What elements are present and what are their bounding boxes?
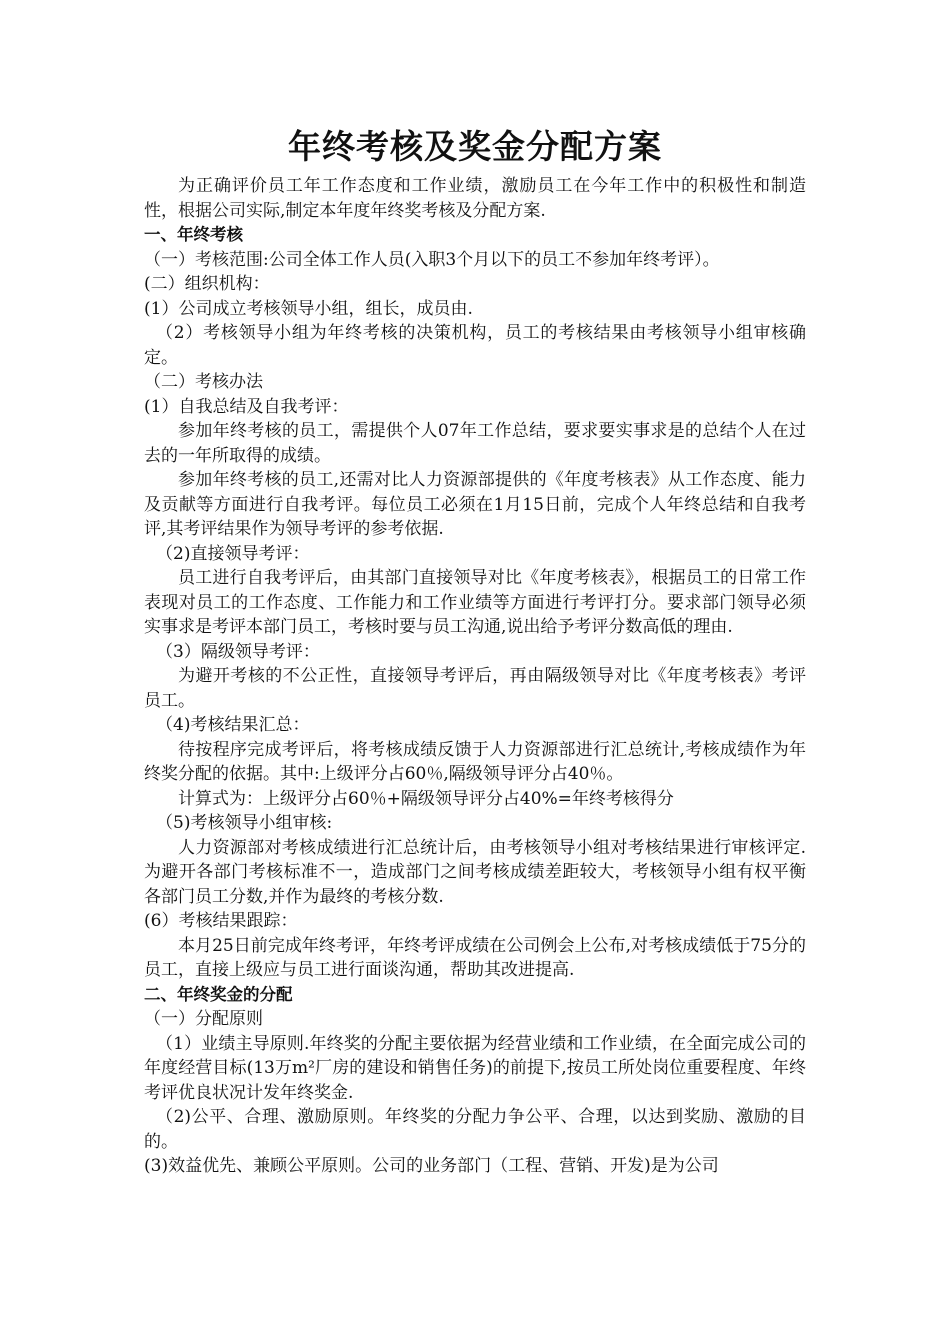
paragraph: （2）考核领导小组为年终考核的决策机构，员工的考核结果由考核领导小组审核确定。 [144, 323, 806, 368]
document-page [144, 122, 806, 1179]
document-title: 年终考核及奖金分配方案 [288, 127, 662, 166]
paragraph: （一）分配原则 [144, 1009, 263, 1029]
paragraph: （3）隔级领导考评： [156, 641, 320, 662]
paragraph: 为避开考核的不公正性，直接领导考评后，再由隔级领导对比《年度考核表》考评员工。 [144, 666, 806, 711]
paragraph: 为正确评价员工年工作态度和工作业绩，激励员工在今年工作中的积极性和制造性，根据公司实际,制定本年度年终奖考核及分配方案. [144, 176, 806, 221]
paragraph: 员工进行自我考评后，由其部门直接领导对比《年度考核表》，根据员工的日常工作表现对员工的工作态度、工作能力和工作业绩等方面进行考评打分。要求部门领导必须实事求是考评本部门员工，考核时要与员工沟通,说出给予考评分数高低的理由. [144, 568, 806, 637]
paragraph: （2)公平、合理、激励原则。年终奖的分配力争公平、合理，以达到奖励、激励的目的。 [144, 1107, 806, 1152]
document-body [144, 174, 806, 1179]
paragraph: （2)直接领导考评： [156, 543, 310, 564]
paragraph: （4)考核结果汇总： [156, 715, 310, 735]
paragraph: （5)考核领导小组审核: [156, 813, 333, 833]
paragraph: （二）考核办法 [144, 372, 263, 392]
paragraph: (6）考核结果跟踪： [144, 911, 298, 931]
paragraph: 参加年终考核的员工,还需对比人力资源部提供的《年度考核表》从工作态度、能力及贡献等方面进行自我考评。每位员工必须在1月15日前，完成个人年终总结和自我考评,其考评结果作为领导考评的参考依据. [144, 470, 806, 539]
paragraph: （一）考核范围:公司全体工作人员(入职3个月以下的员工不参加年终考评）。 [144, 249, 720, 270]
paragraph: 计算式为：上级评分占60％+隔级领导评分占40%=年终考核得分 [178, 788, 674, 809]
paragraph: 待按程序完成考评后，将考核成绩反馈于人力资源部进行汇总统计,考核成绩作为年终奖分配的依据。其中:上级评分占60％,隔级领导评分占40％。 [144, 739, 806, 784]
paragraph: (二）组织机构： [144, 274, 270, 294]
section-heading: 二、年终奖金的分配 [144, 984, 293, 1004]
paragraph: 人力资源部对考核成绩进行汇总统计后，由考核领导小组对考核结果进行审核评定.为避开各部门考核标准不一，造成部门之间考核成绩差距较大，考核领导小组有权平衡各部门员工分数,并作为最终的考核分数. [144, 837, 806, 907]
paragraph: (1）公司成立考核领导小组，组长，成员由. [144, 298, 473, 319]
paragraph: 参加年终考核的员工，需提供个人07年工作总结，要求要实事求是的总结个人在过去的一年所取得的成绩。 [144, 421, 806, 466]
paragraph: (3)效益优先、兼顾公平原则。公司的业务部门（工程、营销、开发)是为公司 [144, 1156, 719, 1176]
paragraph: (1）自我总结及自我考评： [144, 396, 349, 417]
paragraph: （1）业绩主导原则.年终奖的分配主要依据为经营业绩和工作业绩，在全面完成公司的年度经营目标(13万m²厂房的建设和销售任务)的前提下,按员工所处岗位重要程度、年终考评优良状况计发年终奖金. [144, 1033, 806, 1103]
section-heading: 一、年终考核 [144, 225, 243, 244]
paragraph: 本月25日前完成年终考评，年终考评成绩在公司例会上公布,对考核成绩低于75分的员工，直接上级应与员工进行面谈沟通，帮助其改进提高. [144, 935, 806, 980]
